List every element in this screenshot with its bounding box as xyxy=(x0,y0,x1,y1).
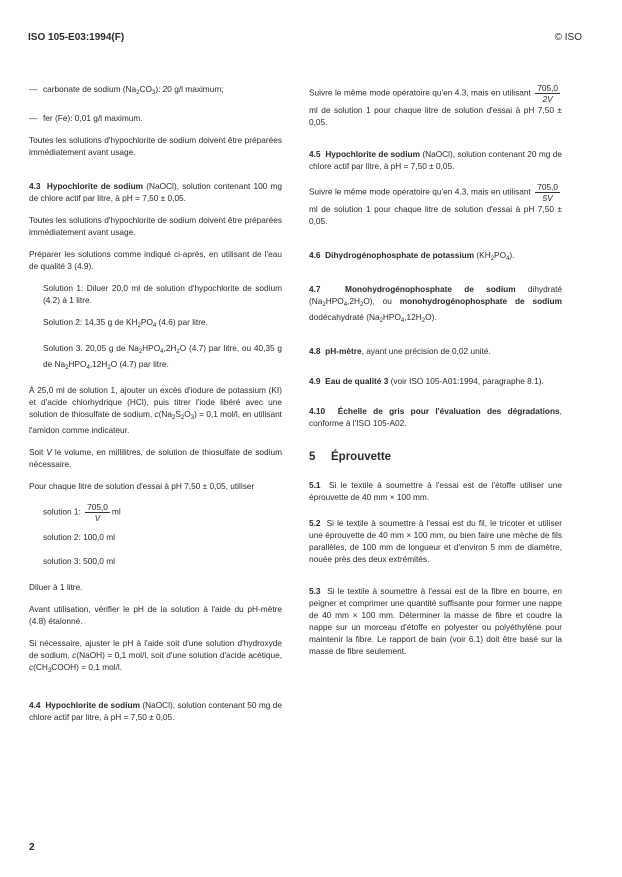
section-4-3: 4.3 Hypochlorite de sodium (NaOCl), solution contenant 100 mg de chlore actif par litre, à pH = 7,50 ± 0,05. xyxy=(29,181,282,203)
paragraph-adjust-ph: Si nécessaire, ajuster le pH à l'aide soit d'une solution d'hydroxyde de sodium, c(NaOH) = 0,1 mol/l, soit d'une solution d'acide acétique, $c(CH_3COOH) = 0,1$ mol/l. xyxy=(29,638,282,674)
section-4-9: 4.9 Eau de qualité 3 (voir ISO 105-A01:1994, paragraphe 8.1). xyxy=(309,376,544,386)
paragraph-preparation-3: Préparer les solutions comme indiqué ci-après, en utilisant de l'eau de qualité 3 (4.9). xyxy=(29,249,282,271)
formula-solution-2: solution 2: 100,0 ml xyxy=(43,532,115,542)
paragraph-preparation-1: Toutes les solutions d'hypochlorite de sodium doivent être préparées immédiatement avant usage. xyxy=(29,135,282,157)
section-4-4: 4.4 Hypochlorite de sodium (NaOCl), solution contenant 50 mg de chlore actif par litre, à pH = 7,50 ± 0,05. xyxy=(29,700,282,722)
solution-2: Solution 2: 14,35 g de $KH_2PO_4$ (4.6) par litre. xyxy=(43,317,208,329)
formula-solution-3: solution 3: 500,0 ml xyxy=(43,556,115,566)
paragraph-dilute: Diluer à 1 litre. xyxy=(29,582,83,592)
paragraph-4-5-procedure: Suivre le même mode opératoire qu'en 4.3, mais en utilisant $\frac{705,0}{5V}$ ml de solution 1 pour chaque litre de solution d'essai à pH 7,50 ± 0,05. xyxy=(309,182,562,226)
section-5-2: 5.2 Si le textile à soumettre à l'essai est du fil, le tricoter et utiliser une éprouvette de 40 mm × 100 mm, ou bien faire une mèche de fils parallèles, de 100 mm de longueur et d'environ 5 mm de diamètre, nouée près des deux extrémités. xyxy=(309,518,562,564)
section-5-heading: 5 Éprouvette xyxy=(309,451,392,463)
paragraph-iodometry: À 25,0 ml de solution 1, ajouter un excès d'iodure de potassium (KI) et d'acide chlorhydrique (HCl), puis titrer l'iode libéré avec une solution de thiosulfate de sodium, $c(Na_2S_2O_3) = 0,1$ mol/l, en utilisant l'amidon comme indicateur. xyxy=(29,385,282,435)
left-column xyxy=(29,83,282,723)
section-4-6: 4.6 Dihydrogénophosphate de potassium $(KH_2PO_4)$. xyxy=(309,250,515,262)
paragraph-4-4-procedure: Suivre le même mode opératoire qu'en 4.3, mais en utilisant $\frac{705,0}{2V}$ ml de solution 1 pour chaque litre de solution d'essai à pH 7,50 ± 0,05. xyxy=(309,83,562,127)
section-4-5: 4.5 Hypochlorite de sodium (NaOCl), solution contenant 20 mg de chlore actif par litre, à pH = 7,50 ± 0,05. xyxy=(309,149,562,171)
paragraph-before-use: Avant utilisation, vérifier le pH de la solution à l'aide du pH-mètre (4.8) étalonné. xyxy=(29,604,282,626)
page-number: 2 xyxy=(29,842,35,853)
solution-3: Solution 3. 20,05 g de $Na_2HPO_4,2H_2O$ (4.7) par litre, ou 40,35 g de $Na_2HPO_4,12H_2O$ (4.7) par litre. xyxy=(43,343,282,371)
paragraph-volume: Soit V le volume, en millilitres, de solution de thiosulfate de sodium nécessaire. xyxy=(29,447,282,469)
running-header-right: © ISO xyxy=(554,32,582,43)
right-column xyxy=(309,83,562,657)
formula-solution-1: solution 1: $\frac{705,0}{V}$ ml xyxy=(43,502,121,523)
running-header-left: ISO 105-E03:1994(F) xyxy=(28,32,125,43)
section-4-8: 4.8 pH-mètre, ayant une précision de 0,02 unité. xyxy=(309,346,491,356)
list-item-carbonate: — carbonate de sodium $(Na_2CO_3)$: 20 g/l maximum; xyxy=(29,84,224,96)
section-5-3: 5.3 Si le textile à soumettre à l'essai est de la fibre en bourre, en peigner et comprimer une quantité suffisante pour former une nappe de 40 mm × 100 mm. Déterminer la masse de fibre et coudre la nappe sur un morceau d'étoffe en polyester ou polyéthylène pour maintenir la fibre. Le rapport de bain (voir 6.1) doit être basé sur la masse de fibre seulement. xyxy=(309,586,562,656)
section-4-7: 4.7 Monohydrogénophosphate de sodium dihydraté $(Na_2HPO_4,2H_2O)$, ou monohydrogénophosphate de sodium dodécahydraté $(Na_2HPO_4,12H_2O)$. xyxy=(309,284,562,324)
solution-1: Solution 1: Diluer 20,0 ml de solution d'hypochlorite de sodium (4.2) à 1 litre. xyxy=(43,283,282,305)
paragraph-per-litre: Pour chaque litre de solution d'essai à pH 7,50 ± 0,05, utiliser xyxy=(29,481,255,491)
paragraph-preparation-2: Toutes les solutions d'hypochlorite de sodium doivent être préparées immédiatement avant usage. xyxy=(29,215,282,237)
section-4-10: 4.10 Échelle de gris pour l'évaluation des dégradations, conforme à l'ISO 105-A02. xyxy=(309,406,562,428)
section-5-1: 5.1 Si le textile à soumettre à l'essai est de l'étoffe utiliser une éprouvette de 40 mm × 100 mm. xyxy=(309,480,562,502)
list-item-iron: — fer (Fe): 0,01 g/l maximum. xyxy=(29,113,143,123)
